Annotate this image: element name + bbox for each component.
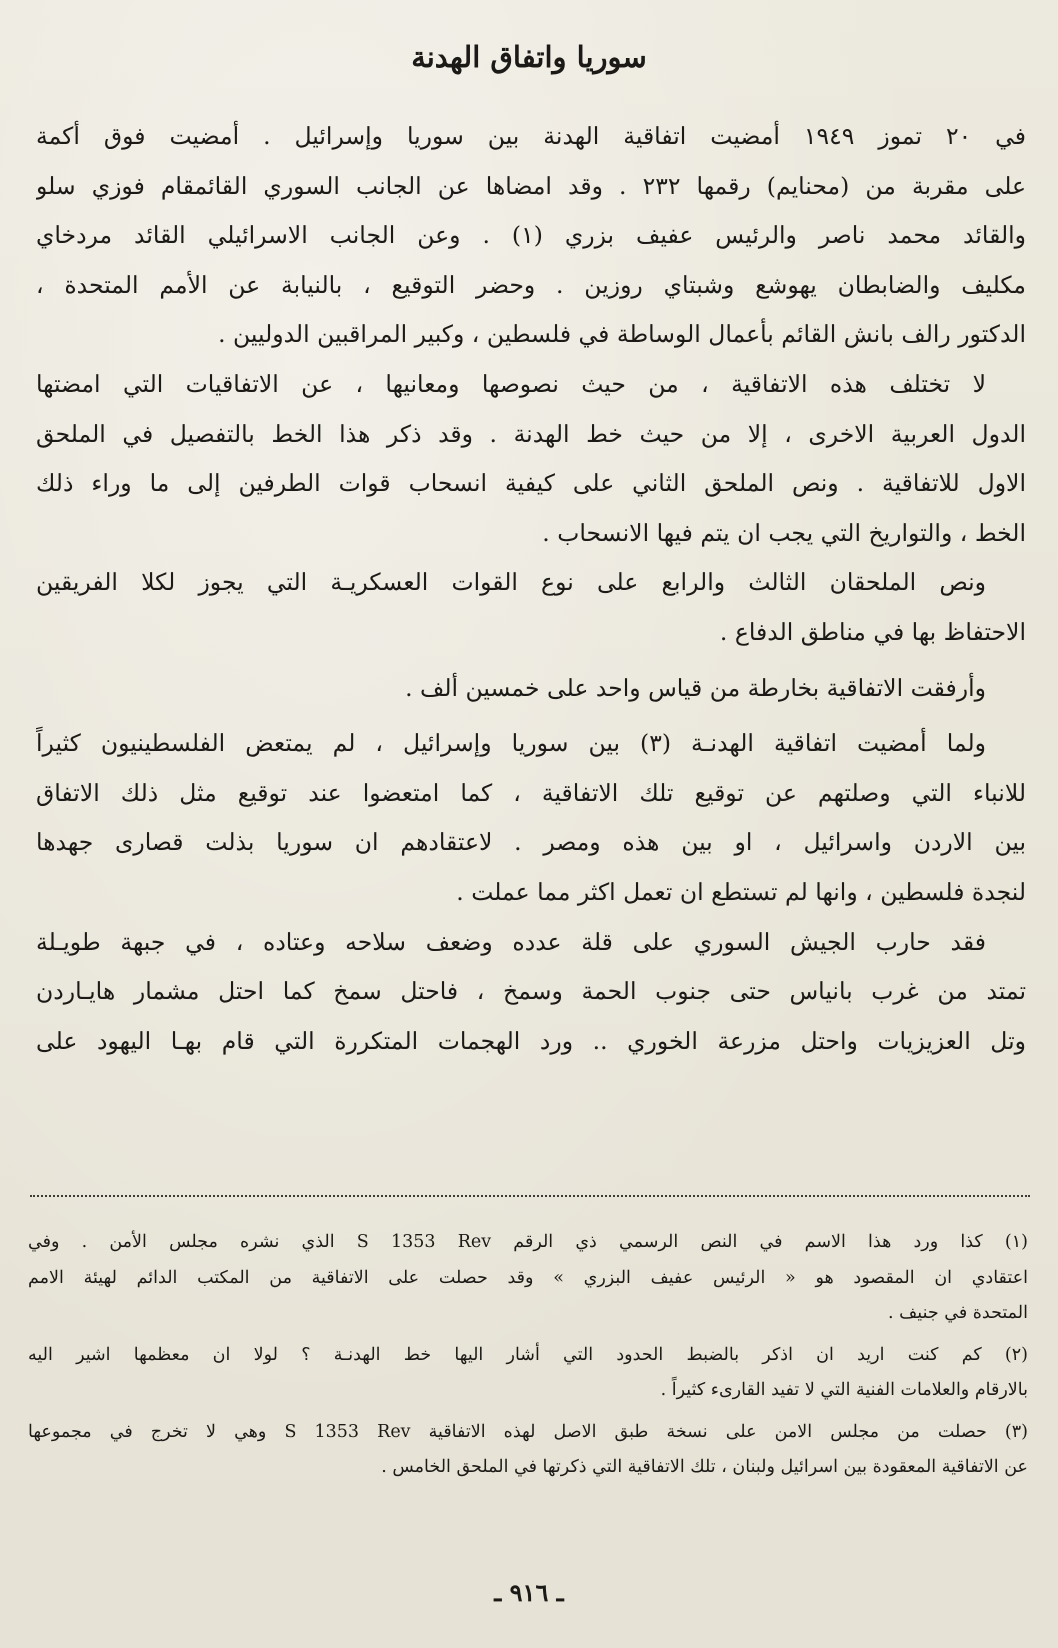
page-title: سوريا واتفاق الهدنة [411,40,647,74]
footnote-line: (٣) حصلت من مجلس الامن على نسخة طبق الاصل لهذه الاتفاقية S 1353 Rev وهي لا تخرج في مجموعها [28,1421,1028,1442]
text-line: الدول العربية الاخرى ، إلا من حيث خط الهدنة . وقد ذكر هذا الخط بالتفصيل في الملحق [36,419,1026,448]
text-line: الدكتور رالف بانش القائم بأعمال الوساطة في فلسطين ، وكبير المراقبين الدوليين . [218,320,1026,349]
text-line: بين الاردن واسرائيل ، او بين هذه ومصر . لاعتقادهم ان سوريا بذلت قصارى جهدها [36,828,1026,857]
footnote-line: المتحدة في جنيف . [888,1303,1028,1323]
text-line: والقائد محمد ناصر والرئيس عفيف بزري (١) . وعن الجانب الاسرائيلي القائد مردخاي [36,221,1026,250]
footnote-line: (١) كذا ورد هذا الاسم في النص الرسمي ذي الرقم S 1353 Rev الذي نشره مجلس الأمن . وفي [28,1232,1028,1252]
footnotes [28,1225,1028,1486]
text-line: الاحتفاظ بها في مناطق الدفاع . [719,617,1026,646]
footnote-line: بالارقام والعلامات الفنية التي لا تفيد القارىء كثيراً . [660,1380,1028,1400]
text-line: ونص الملحقان الثالث والرابع على نوع القوات العسكريـة التي يجوز لكلا الفريقين [36,568,986,597]
text-line: الخط ، والتواريخ التي يجب ان يتم فيها الانسحاب . [542,518,1026,547]
footnote-line: (٢) كم كنت اريد ان اذكر بالضبط الحدود التي أشار اليها خط الهدنـة ؟ لولا ان معظمها اشير اليه [28,1344,1028,1365]
text-line: فقد حارب الجيش السوري على قلة عدده وضعف سلاحه وعتاده ، في جبهة طويـلة [36,927,986,956]
footnote-line: اعتقادي ان المقصود هو « الرئيس عفيف البزري » وقد حصلت على الاتفاقية من المكتب الدائم لهيئة الامم [28,1267,1028,1288]
text-line: ولما أمضيت اتفاقية الهدنـة (٣) بين سوريا وإسرائيل ، لم يمتعض الفلسطينيون كثيراً [36,729,986,758]
text-line: وتل العزيزيات واحتل مزرعة الخوري .. ورد الهجمات المتكررة التي قام بهـا اليهود على [36,1026,1026,1055]
text-line: تمتد من غرب بانياس حتى جنوب الحمة وسمخ ، فاحتل سمخ كما احتل مشمار هايـاردن [36,977,1026,1006]
text-line: وأرفقت الاتفاقية بخارطة من قياس واحد على خمسين ألف . [405,673,986,702]
text-line: للانباء التي وصلتهم عن توقيع تلك الاتفاقية ، كما امتعضوا عند توقيع مثل ذلك الاتفاق [36,778,1026,807]
text-line: مكليف والضابطان يهوشع وشبتاي روزين . وحضر التوقيع ، بالنيابة عن الأمم المتحدة ، [36,270,1026,299]
text-line: الاول للاتفاقية . ونص الملحق الثاني على كيفية انسحاب قوات الطرفين إلى ما وراء ذلك [36,469,1026,498]
text-line: في ٢٠ تموز ١٩٤٩ أمضيت اتفاقية الهدنة بين سوريا وإسرائيل . أمضيت فوق أكمة [36,122,1026,150]
footnote-separator [30,1195,1030,1197]
text-line: على مقربة من (محنايم) رقمها ٢٣٢ . وقد امضاها عن الجانب السوري القائمقام فوزي سلو [36,171,1026,200]
page-number: ـ ٩١٦ ـ [494,1578,564,1607]
main-text [36,112,1026,1066]
text-line: لا تختلف هذه الاتفاقية ، من حيث نصوصها ومعانيها ، عن الاتفاقيات التي امضتها [36,369,986,398]
footnote-line: عن الاتفاقية المعقودة بين اسرائيل ولبنان ، تلك الاتفاقية التي ذكرتها في الملحق الخامس . [381,1457,1028,1477]
text-line: لنجدة فلسطين ، وانها لم تستطع ان تعمل اكثر مما عملت . [456,877,1026,906]
